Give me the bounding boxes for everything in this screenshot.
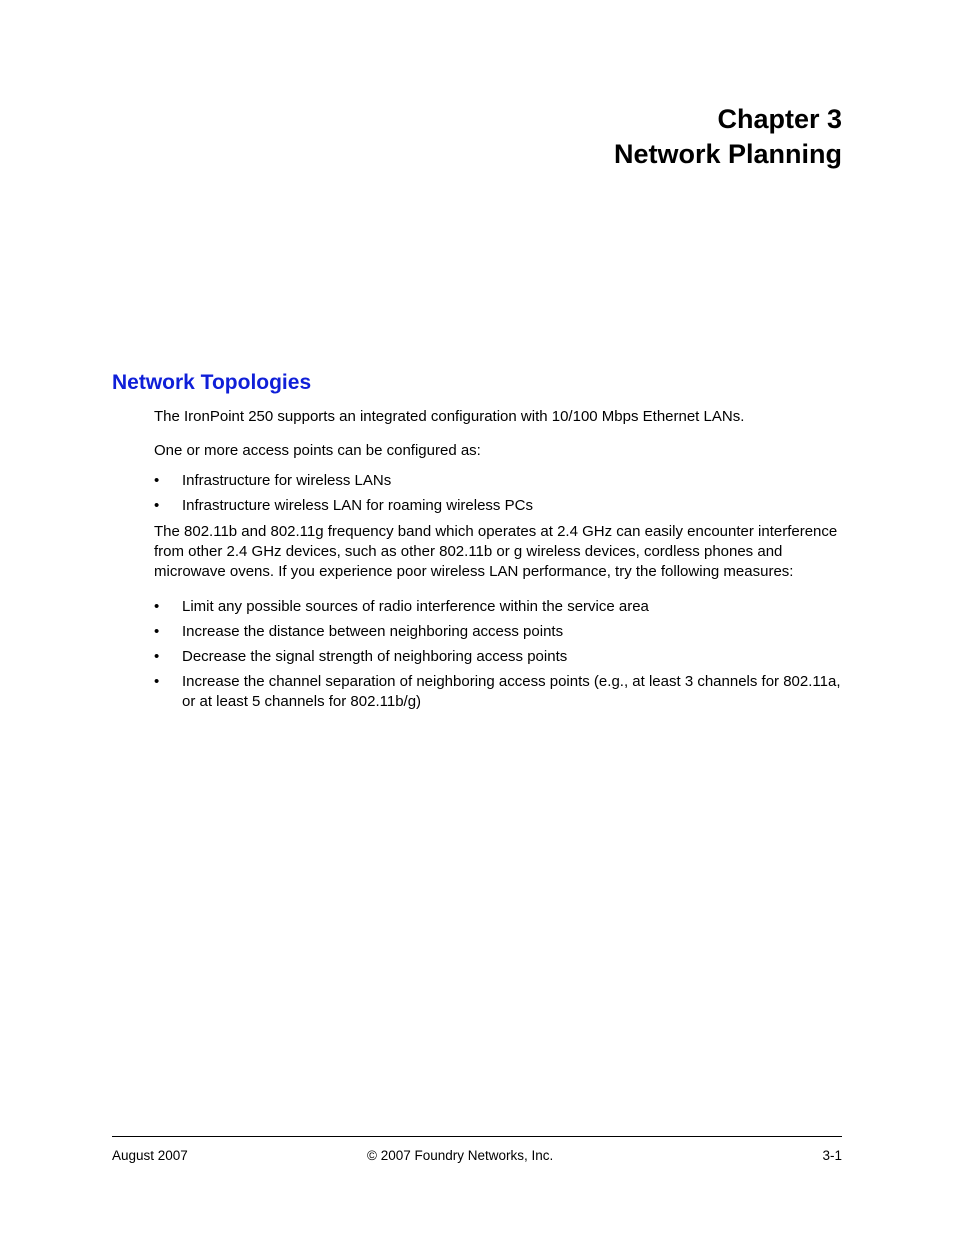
chapter-heading [614, 102, 842, 172]
page-number: 3-1 [822, 1148, 842, 1163]
list-item [154, 622, 844, 642]
config-list [154, 471, 844, 516]
list-item [154, 597, 844, 617]
measures-list [154, 597, 844, 713]
bullet-icon: • [154, 672, 160, 690]
bullet-icon: • [154, 496, 160, 514]
section-body [154, 407, 844, 717]
list-item-text: Decrease the signal strength of neighboring access points [182, 647, 568, 665]
section-title: Network Topologies [112, 371, 312, 394]
footer-divider [112, 1136, 842, 1137]
list-item [154, 647, 844, 667]
interference-paragraph: The 802.11b and 802.11g frequency band which operates at 2.4 GHz can easily encounter interference from other 2.4 GHz devices, such as other 802.11b or g wireless devices, cordless phones and microwave ovens. If you experience poor wireless LAN performance, try the following measures: [154, 522, 838, 581]
list-item [154, 496, 844, 516]
footer-date: August 2007 [112, 1148, 188, 1163]
bullet-icon: • [154, 471, 160, 489]
intro-paragraph: The IronPoint 250 supports an integrated configuration with 10/100 Mbps Ethernet LANs. [154, 408, 745, 425]
bullet-icon: • [154, 622, 160, 640]
list-item [154, 471, 844, 491]
list-item-text: Infrastructure for wireless LANs [182, 471, 392, 489]
bullet-icon: • [154, 647, 160, 665]
chapter-number: Chapter 3 [717, 104, 842, 134]
config-lead-paragraph: One or more access points can be configured as: [154, 442, 481, 460]
bullet-icon: • [154, 597, 160, 615]
footer-copyright: © 2007 Foundry Networks, Inc. [367, 1148, 554, 1163]
list-item-text: Infrastructure wireless LAN for roaming wireless PCs [182, 496, 533, 514]
list-item [154, 672, 844, 713]
chapter-title: Network Planning [613, 139, 842, 169]
list-item-text: Increase the distance between neighboring access points [182, 622, 564, 640]
list-item-text: Increase the channel separation of neighboring access points (e.g., at least 3 channels for 802.11a, or at least 5 channels for 802.11b/g) [182, 672, 841, 711]
list-item-text: Limit any possible sources of radio interference within the service area [182, 597, 649, 615]
